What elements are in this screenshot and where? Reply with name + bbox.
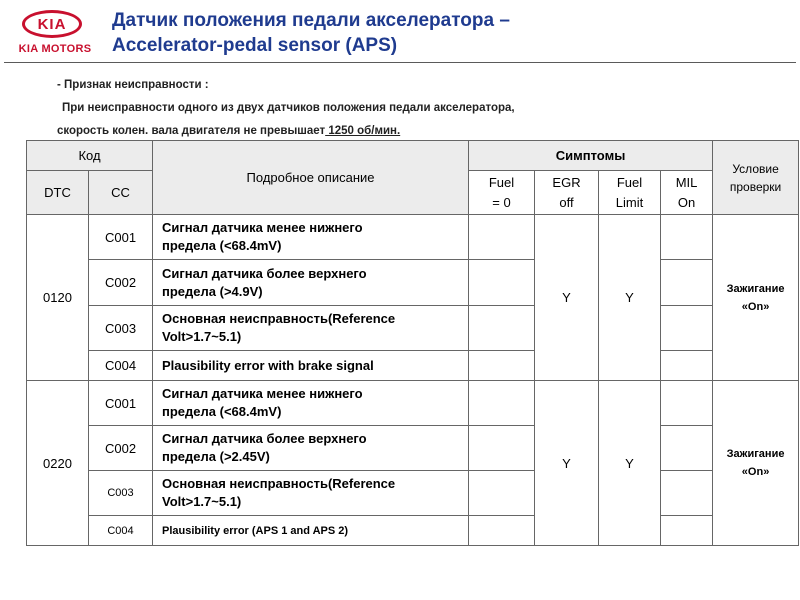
- fuel0-cell: [469, 471, 535, 516]
- description-line2: предела (>2.45V): [162, 449, 270, 464]
- col-egr-header: [535, 171, 599, 215]
- col-condition-header: [713, 141, 799, 215]
- note-rpm-limit: 1250 об/мин.: [325, 125, 401, 137]
- description-line1: Основная неисправность(Reference: [162, 311, 396, 326]
- table-row: [27, 215, 799, 260]
- description-line2: Volt>1.7~5.1): [162, 329, 242, 344]
- condition-cell: [713, 381, 799, 546]
- condition-header-line1: Условие: [732, 161, 779, 176]
- table-row: [27, 260, 799, 306]
- dtc-code-0220: 0220: [27, 381, 89, 546]
- fault-notes: [57, 76, 515, 145]
- cc-code: C002: [89, 260, 153, 306]
- page-title: [112, 8, 510, 58]
- cc-code: C003: [89, 471, 153, 516]
- col-description-header: Подробное описание: [153, 141, 469, 215]
- fuellimit-cell: Y: [599, 215, 661, 381]
- fault-description: [153, 381, 469, 426]
- dtc-code-0120: 0120: [27, 215, 89, 381]
- fuel0-cell: [469, 306, 535, 351]
- description-line1: Основная неисправность(Reference: [162, 476, 396, 491]
- page-title-line2: Accelerator-pedal sensor (APS): [112, 35, 398, 56]
- cc-code: C001: [89, 215, 153, 260]
- table-header-row: [27, 141, 799, 171]
- mil-line2: On: [677, 194, 696, 210]
- note-line-2: При неисправности одного из двух датчиков положения педали акселератора,: [62, 102, 515, 114]
- mil-cell: [661, 471, 713, 516]
- cc-code: C002: [89, 426, 153, 471]
- fuel0-cell: [469, 215, 535, 260]
- condition-cell: [713, 215, 799, 381]
- fuel0-cell: [469, 516, 535, 546]
- col-fuel0-header: [469, 171, 535, 215]
- mil-line1: MIL: [675, 174, 698, 190]
- kia-logo-emblem: [22, 10, 82, 38]
- cc-code: C003: [89, 306, 153, 351]
- col-cc-header: CC: [89, 171, 153, 215]
- condition-line2: «On»: [741, 300, 770, 313]
- egr-cell: Y: [535, 215, 599, 381]
- fault-description: Plausibility error with brake signal: [153, 351, 469, 381]
- mil-cell: [661, 426, 713, 471]
- egr-line2: off: [559, 194, 574, 210]
- mil-cell: [661, 516, 713, 546]
- condition-line2: «On»: [741, 466, 770, 478]
- fault-description: [153, 471, 469, 516]
- description-line2: предела (<68.4mV): [162, 238, 282, 253]
- kia-logo-word: KIA: [37, 15, 67, 33]
- note-line-1: - Признак неисправности :: [57, 79, 209, 91]
- fuel0-line2: = 0: [492, 194, 511, 210]
- condition-line1: Зажигание: [726, 448, 785, 460]
- description-line1: Сигнал датчика более верхнего: [162, 265, 367, 281]
- description-line2: Volt>1.7~5.1): [162, 494, 242, 509]
- kia-logo: [10, 10, 100, 58]
- description-line1: Сигнал датчика менее нижнего: [162, 220, 363, 235]
- fault-description: [153, 215, 469, 260]
- condition-line1: Зажигание: [726, 282, 785, 295]
- fuel0-line1: Fuel: [488, 174, 515, 190]
- egr-line1: EGR: [552, 174, 581, 190]
- description-line1: Сигнал датчика менее нижнего: [162, 386, 363, 401]
- fuel0-cell: [469, 426, 535, 471]
- mil-cell: [661, 215, 713, 260]
- header-divider: [4, 62, 796, 63]
- cc-code: C004: [89, 351, 153, 381]
- table-row: [27, 426, 799, 471]
- col-dtc-header: DTC: [27, 171, 89, 215]
- col-fuellimit-header: [599, 171, 661, 215]
- condition-header-line2: проверки: [729, 179, 782, 194]
- description-line1: Сигнал датчика более верхнего: [162, 431, 367, 446]
- fuellimit-cell: Y: [599, 381, 661, 546]
- mil-cell: [661, 306, 713, 351]
- mil-cell: [661, 260, 713, 306]
- col-mil-header: [661, 171, 713, 215]
- fault-description: [153, 260, 469, 306]
- table-row: [27, 516, 799, 546]
- fuellimit-line2: Limit: [615, 194, 644, 210]
- table-row: [27, 351, 799, 381]
- cc-code: C004: [89, 516, 153, 546]
- fuel0-cell: [469, 260, 535, 306]
- fault-description: [153, 306, 469, 351]
- fuel0-cell: [469, 381, 535, 426]
- fault-description: Plausibility error (APS 1 and APS 2): [153, 516, 469, 546]
- fuellimit-line1: Fuel: [616, 174, 643, 190]
- table-row: [27, 381, 799, 426]
- table-row: [27, 471, 799, 516]
- dtc-table: [26, 140, 799, 546]
- cc-code: C001: [89, 381, 153, 426]
- fault-description: [153, 426, 469, 471]
- page-title-line1: Датчик положения педали акселератора –: [112, 10, 510, 31]
- mil-cell: [661, 351, 713, 381]
- table-row: [27, 306, 799, 351]
- description-line2: предела (<68.4mV): [162, 404, 282, 419]
- description-line2: предела (>4.9V): [162, 283, 263, 299]
- col-symptoms-header: Симптомы: [469, 141, 713, 171]
- col-code-header: Код: [27, 141, 153, 171]
- egr-cell: Y: [535, 381, 599, 546]
- kia-logo-caption: KIA MOTORS: [18, 43, 92, 55]
- mil-cell: [661, 381, 713, 426]
- fuel0-cell: [469, 351, 535, 381]
- note-line-3-text: скорость колен. вала двигателя не превышает: [57, 125, 326, 137]
